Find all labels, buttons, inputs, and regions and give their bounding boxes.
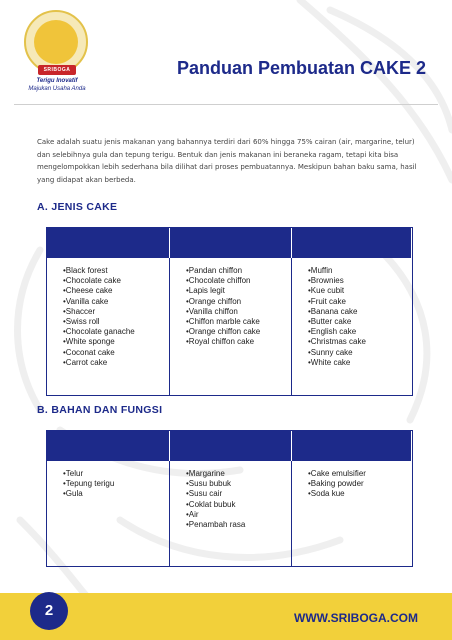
table-column <box>292 258 412 395</box>
table-header-cell <box>170 431 292 461</box>
list-item: •Baking powder <box>308 479 364 489</box>
table-column <box>170 461 292 566</box>
logo-brand: SRIBOGA <box>38 65 76 75</box>
list-item: •Sunny cake <box>308 347 353 357</box>
table-header-cell <box>292 228 412 258</box>
table-column <box>47 461 170 566</box>
list-item: •Penambah rasa <box>186 520 246 530</box>
list-item: •White sponge <box>63 337 115 347</box>
list-item: •Kue cubit <box>308 286 345 296</box>
list-item: •Swiss roll <box>63 317 100 327</box>
list-item: •Vanilla cake <box>63 296 109 306</box>
bahan-fungsi-table <box>46 430 413 567</box>
list-item: •Susu cair <box>186 489 223 499</box>
table-column <box>292 461 412 566</box>
list-item: •Chocolate cake <box>63 276 121 286</box>
table-header-cell <box>47 431 170 461</box>
list-item: •Royal chiffon cake <box>186 337 255 347</box>
table-column <box>170 258 292 395</box>
list-item: •Orange chiffon <box>186 296 242 306</box>
list-item: •Banana cake <box>308 306 358 316</box>
page-title: Panduan Pembuatan CAKE 2 <box>176 58 426 78</box>
list-item: •Coklat bubuk <box>186 499 236 509</box>
list-item: •Lapis legit <box>186 286 225 296</box>
list-item: •Gula <box>63 489 83 499</box>
list-item: •Orange chiffon cake <box>186 327 261 337</box>
list-item: •Christmas cake <box>308 337 366 347</box>
list-item: •Air <box>186 509 199 519</box>
list-item: •Black forest <box>63 266 108 275</box>
list-item: •Shaccer <box>63 306 96 316</box>
title-divider <box>14 104 438 105</box>
table-header-cell <box>47 228 170 258</box>
list-item: •Susu bubuk <box>186 479 232 489</box>
list-item: •Fruit cake <box>308 296 346 306</box>
list-item: •Margarine <box>186 469 225 478</box>
table-column <box>47 258 170 395</box>
list-item: •White cake <box>308 357 351 367</box>
list-item: •Chiffon marble cake <box>186 317 260 327</box>
list-item: •Soda kue <box>308 489 345 499</box>
page-number: 2 <box>30 592 68 630</box>
list-item: •Cheese cake <box>63 286 113 296</box>
logo-tagline-1: Terigu Inovatif <box>36 78 78 84</box>
list-item: •Brownies <box>308 276 344 286</box>
list-item: •Vanilla chiffon <box>186 306 238 316</box>
list-item: •Chocolate ganache <box>63 327 135 337</box>
list-item: •Pandan chiffon <box>186 266 243 275</box>
list-item: •Tepung terigu <box>63 479 115 489</box>
list-item: •Muffin <box>308 266 333 275</box>
logo-tagline-2: Majukan Usaha Anda <box>28 86 86 92</box>
list-item: •Telur <box>63 469 84 478</box>
jenis-cake-table <box>46 227 413 396</box>
list-item: •Carrot cake <box>63 357 108 367</box>
intro-paragraph: Cake adalah suatu jenis makanan yang bahannya terdiri dari 60% hingga 75% cairan (air, margarine, telur) dan selebihnya gula dan tepung terigu. Bentuk dan jenis makanan ini beraneka ragam, tetapi kita bisa mengelompokkan lebih sederhana bila dilihat dari proses pembuatannya. Meskipun bahan baku sama, hasil yang didapat akan berbeda. <box>37 138 417 184</box>
list-item: •Coconat cake <box>63 347 115 357</box>
list-item: •English cake <box>308 327 357 337</box>
list-item: •Cake emulsifier <box>308 469 366 478</box>
table-header-cell <box>292 431 412 461</box>
sriboga-logo <box>14 10 100 102</box>
section-a-heading: A. JENIS CAKE <box>37 201 118 213</box>
list-item: •Chocolate chiffon <box>186 276 251 286</box>
website-link[interactable]: WWW.SRIBOGA.COM <box>294 611 418 625</box>
table-header-cell <box>170 228 292 258</box>
list-item: •Butter cake <box>308 317 352 327</box>
section-b-heading: B. BAHAN DAN FUNGSI <box>37 404 163 416</box>
